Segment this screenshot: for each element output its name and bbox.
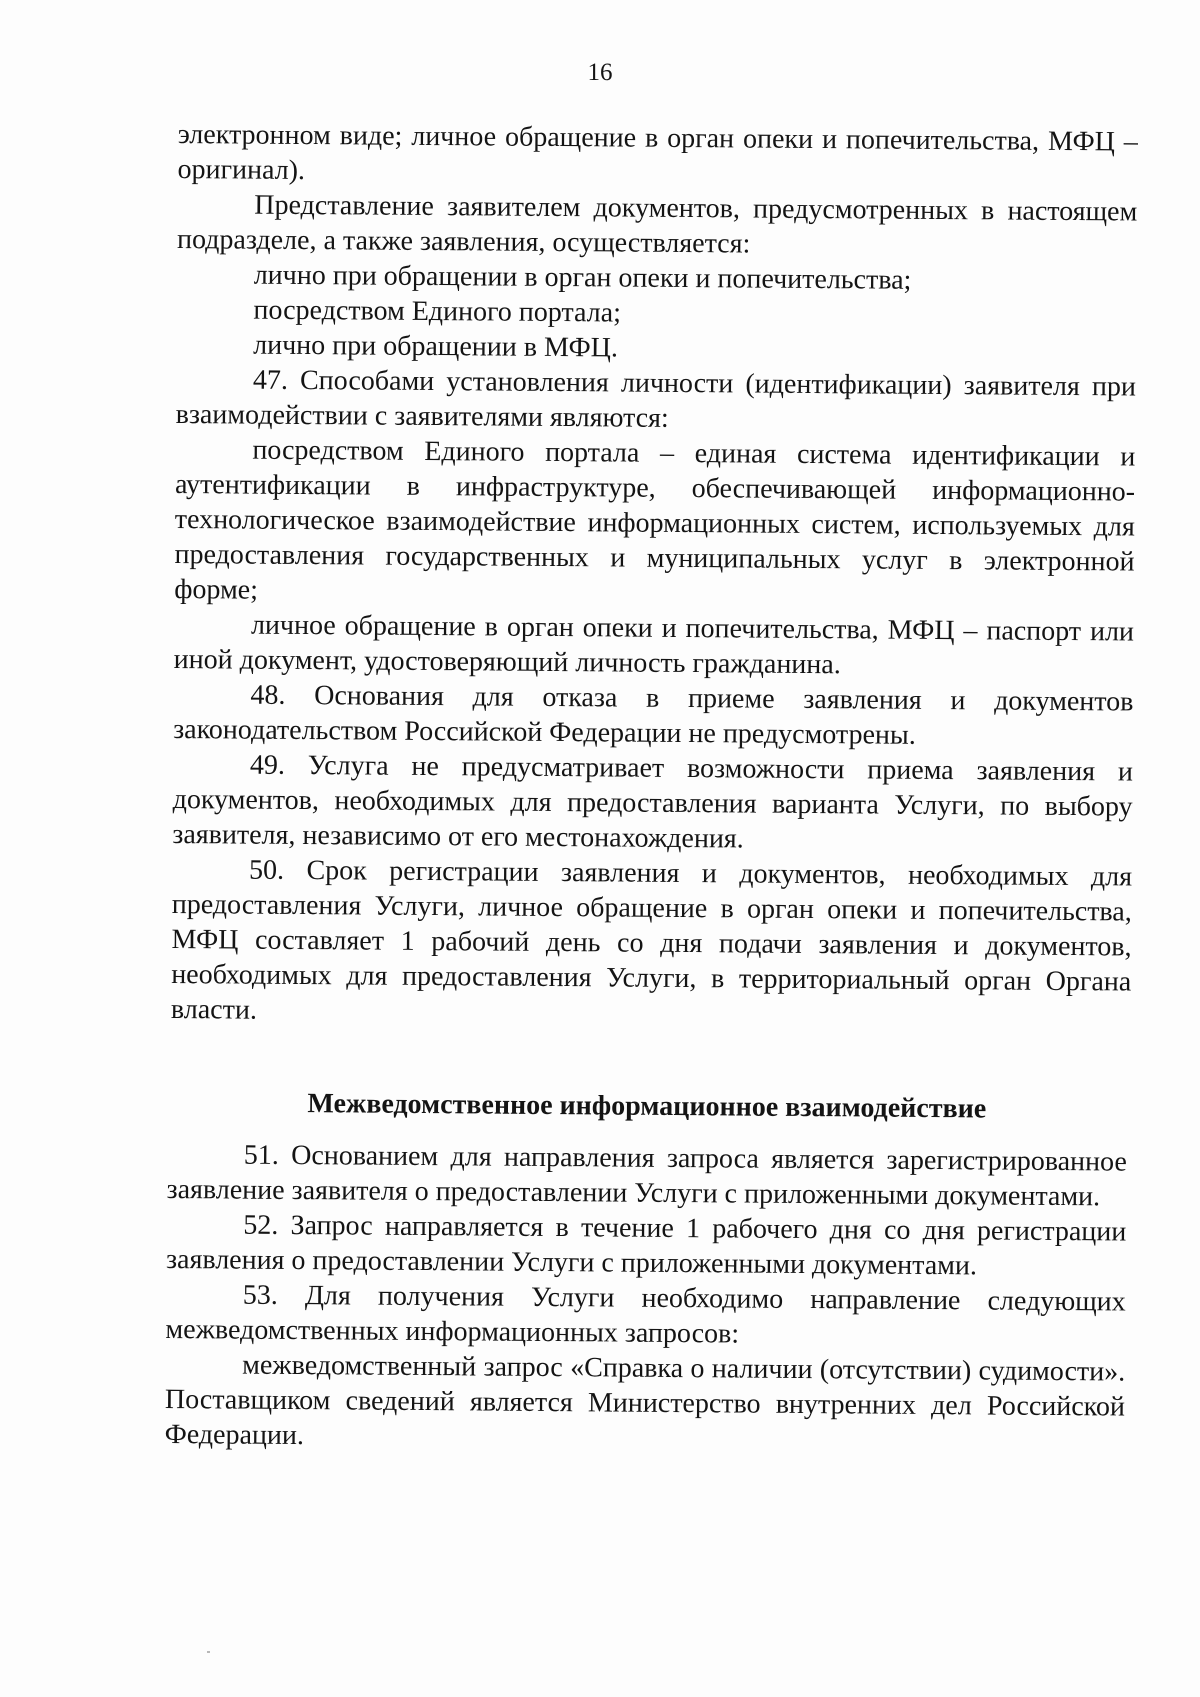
- paragraph-item-50: 50. Срок регистрации заявления и документов, необходимых для предоставления Услуги, личное обращение в орган опеки и попечительства, МФЦ составляет 1 рабочий день со дня подачи заявления и документов, необходимых для предоставления Услуги, в территориальный орган Органа власти.: [170, 854, 1133, 1026]
- paragraph: посредством Единого портала – единая система идентификации и аутентификации в инфраструктуре, обеспечивающей информационно-технологическое взаимодействие информационных систем, используемых для предоставления государственных и муниципальных услуг в электронной форме;: [174, 434, 1136, 606]
- paragraph-item-52: 52. Запрос направляется в течение 1 рабочего дня со дня регистрации заявления о предоставлении Услуги с приложенными документами.: [165, 1209, 1127, 1282]
- paragraph: посредством Единого портала;: [253, 294, 622, 329]
- page-number: 16: [587, 59, 613, 86]
- paragraph: электронном виде; личное обращение в орган опеки и попечительства, МФЦ – оригинал).: [177, 118, 1138, 186]
- scan-artifact: [207, 1651, 210, 1653]
- body-text-upper: [171, 117, 1138, 1035]
- body-text-lower: [165, 1137, 1127, 1460]
- paragraph: межведомственный запрос «Справка о наличии (отсутствии) судимости». Поставщиком сведений является Министерство внутренних дел Российской Федерации.: [164, 1349, 1126, 1452]
- paragraph-item-49: 49. Услуга не предусматривает возможности приема заявления и документов, необходимых для предоставления варианта Услуги, по выбору заявителя, независимо от его местонахождения.: [172, 749, 1134, 855]
- paragraph: лично при обращении в МФЦ.: [253, 329, 619, 364]
- paragraph-item-53: 53. Для получения Услуги необходимо направление следующих межведомственных информационных запросов:: [165, 1279, 1126, 1350]
- section-heading: Межведомственное информационное взаимодействие: [307, 1088, 987, 1125]
- paragraph-item-47: 47. Способами установления личности (идентификации) заявителя при взаимодействии с заявителями являются:: [175, 364, 1137, 434]
- paragraph-item-51: 51. Основанием для направления запроса является зарегистрированное заявление заявителя о предоставлении Услуги с приложенными документами.: [166, 1139, 1127, 1213]
- paragraph: Представление заявителем документов, предусмотренных в настоящем подразделе, а также заявления, осуществляется:: [176, 189, 1138, 260]
- paragraph-item-48: 48. Основания для отказа в приеме заявления и документов законодательством Российской Федерации не предусмотрены.: [173, 679, 1134, 751]
- paragraph: лично при обращении в орган опеки и попечительства;: [253, 259, 912, 296]
- paragraph: личное обращение в орган опеки и попечительства, МФЦ – паспорт или иной документ, удостоверяющий личность гражданина.: [173, 609, 1135, 681]
